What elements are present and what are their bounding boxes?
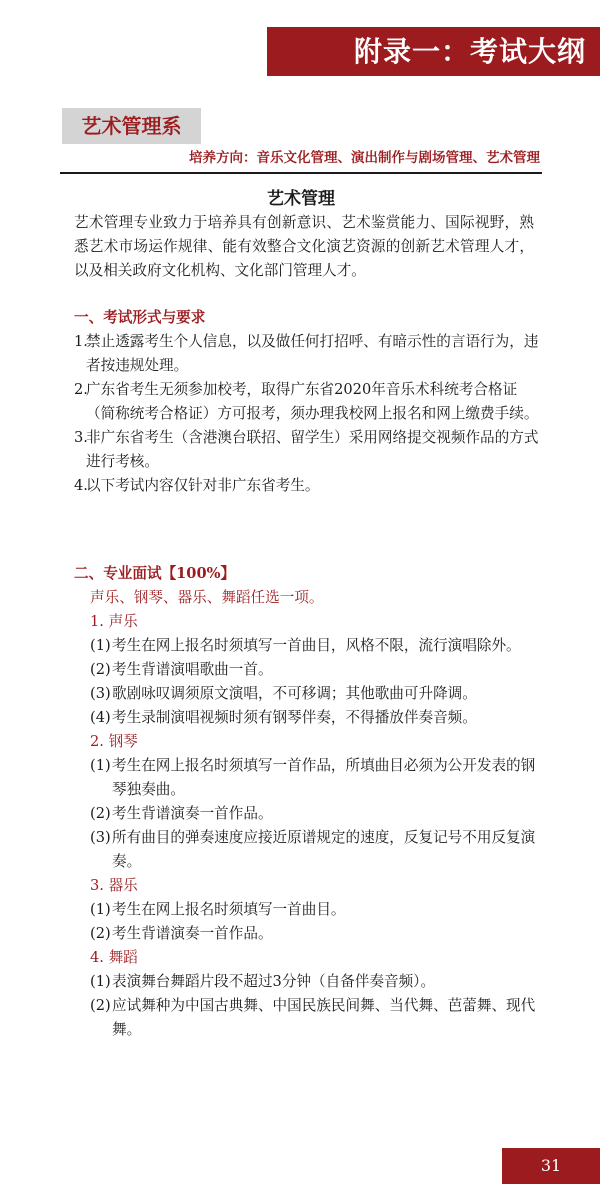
list-item-text: 考生在网上报名时须填写一首作品，所填曲目必须为公开发表的钢琴独奏曲。 (112, 757, 536, 798)
category-title: 4. 舞蹈 (90, 949, 138, 966)
list-item-text: 考生背谱演唱歌曲一首。 (112, 661, 273, 678)
list-item-number: 3. (74, 429, 88, 446)
major-intro: 艺术管理专业致力于培养具有创新意识、艺术鉴赏能力、国际视野，熟悉艺术市场运作规律、能有效整合文化演艺资源的创新艺术管理人才，以及相关政府文化机构、文化部门管理人才。 (74, 214, 534, 279)
list-item (90, 682, 540, 706)
section1-heading: 一、考试形式与要求 (74, 309, 206, 326)
list-item (74, 426, 540, 474)
list-item-number: (3) (90, 685, 111, 702)
list-item-text: 考生在网上报名时须填写一首曲目。 (112, 901, 346, 918)
list-item-text: 以下考试内容仅针对非广东省考生。 (86, 477, 320, 494)
list-item-number: (1) (90, 637, 111, 654)
list-item-number: (2) (90, 661, 111, 678)
list-item-number: (1) (90, 973, 111, 990)
list-item-number: (2) (90, 805, 111, 822)
list-item-number: 2. (74, 381, 88, 398)
list-item-number: 1. (74, 333, 88, 350)
list-item-text: 歌剧咏叹调须原文演唱，不可移调；其他歌曲可升降调。 (112, 685, 477, 702)
category-title: 1. 声乐 (90, 613, 138, 630)
choose-note: 声乐、钢琴、器乐、舞蹈任选一项。 (90, 589, 324, 606)
list-item (90, 802, 540, 826)
list-item-number: 4. (74, 477, 88, 494)
list-item-text: 表演舞台舞蹈片段不超过3分钟（自备伴奏音频）。 (112, 973, 436, 990)
list-item (90, 898, 540, 922)
list-item-number: (1) (90, 901, 111, 918)
list-item (90, 706, 540, 730)
list-item (90, 658, 540, 682)
training-directions: 培养方向：音乐文化管理、演出制作与剧场管理、艺术管理 (189, 150, 540, 166)
list-item-number: (3) (90, 829, 111, 846)
list-item-text: 非广东省考生（含港澳台联招、留学生）采用网络提交视频作品的方式进行考核。 (86, 429, 539, 470)
list-item (74, 330, 540, 378)
list-item-number: (1) (90, 757, 111, 774)
department-name: 艺术管理系 (62, 108, 201, 144)
exam-rules-list (74, 330, 540, 498)
list-item-number: (4) (90, 709, 111, 726)
list-item (90, 826, 540, 874)
list-item-text: 广东省考生无须参加校考，取得广东省2020年音乐术科统考合格证（简称统考合格证）方可报考，须办理我校网上报名和网上缴费手续。 (86, 381, 539, 422)
list-item-text: 考生在网上报名时须填写一首曲目，风格不限，流行演唱除外。 (112, 637, 521, 654)
list-item (74, 378, 540, 426)
list-item-number: (2) (90, 997, 111, 1014)
list-item-number: (2) (90, 925, 111, 942)
list-item (90, 970, 540, 994)
list-item (90, 994, 540, 1042)
list-item (90, 634, 540, 658)
list-item-text: 考生背谱演奏一首作品。 (112, 925, 273, 942)
section2-heading: 二、专业面试【100%】 (74, 565, 236, 582)
divider-rule (60, 172, 542, 174)
list-item-text: 考生背谱演奏一首作品。 (112, 805, 273, 822)
list-item (90, 754, 540, 802)
appendix-header: 附录一：考试大纲 (267, 27, 600, 76)
category-title: 2. 钢琴 (90, 733, 138, 750)
list-item (74, 474, 540, 498)
major-title: 艺术管理 (267, 189, 335, 209)
list-item-text: 考生录制演唱视频时须有钢琴伴奏，不得播放伴奏音频。 (112, 709, 477, 726)
category-title: 3. 器乐 (90, 877, 138, 894)
interview-content (90, 586, 540, 1042)
list-item-text: 所有曲目的弹奏速度应接近原谱规定的速度，反复记号不用反复演奏。 (112, 829, 536, 870)
page-number: 31 (502, 1148, 600, 1184)
list-item-text: 禁止透露考生个人信息，以及做任何打招呼、有暗示性的言语行为，违者按违规处理。 (86, 333, 539, 374)
list-item-text: 应试舞种为中国古典舞、中国民族民间舞、当代舞、芭蕾舞、现代舞。 (112, 997, 536, 1038)
list-item (90, 922, 540, 946)
